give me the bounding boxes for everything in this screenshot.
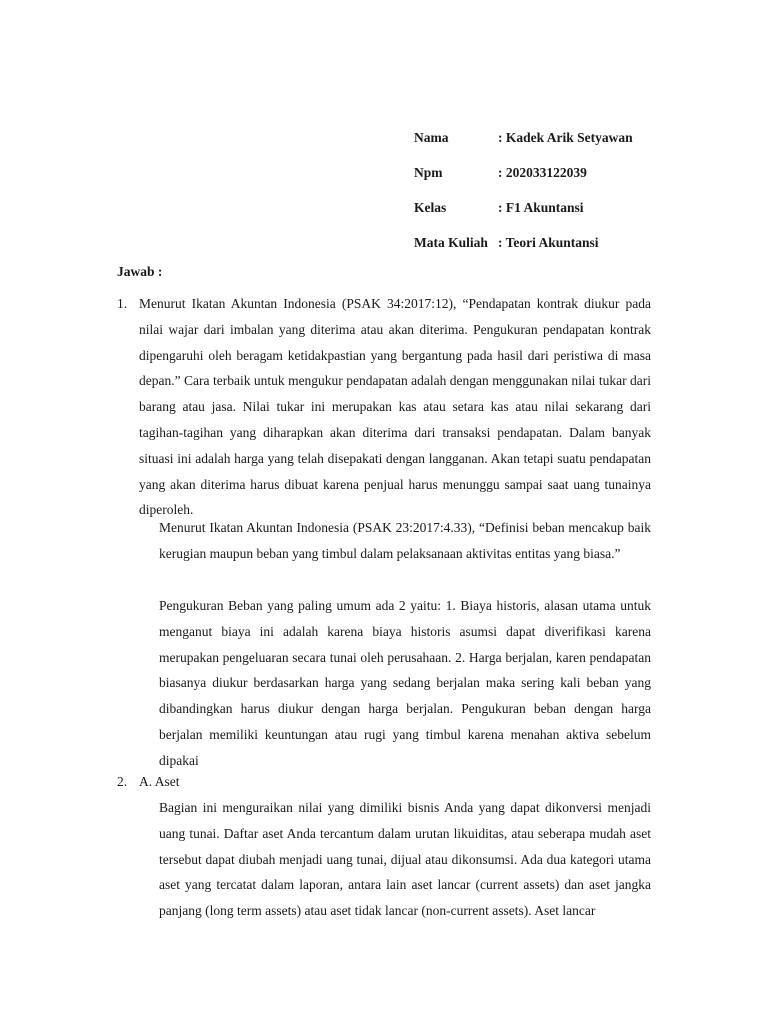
jawab-heading: Jawab :	[117, 264, 163, 279]
mata-kuliah-label: Mata Kuliah	[414, 234, 488, 250]
nama-value: : Kadek Arik Setyawan	[498, 129, 633, 145]
answer-2-number: 2.	[117, 774, 128, 789]
answer-1-paragraph-pengukuran-beban: Pengukuran Beban yang paling umum ada 2 yaitu: 1. Biaya historis, alasan utama untuk menganut biaya ini adalah karena biaya historis asumsi dapat diverifikasi karena merupakan pengeluaran secara tunai oleh perusahaan. 2. Harga berjalan, karen pendapatan biasanya diukur berdasarkan harga yang sedang berjalan maka sering kali beban yang dibandingkan harus diukur dengan harga berjalan. Pengukuran beban dengan harga berjalan memiliki keuntungan atau rugi yang timbul karena menahan aktiva sebelum dipakai	[159, 598, 651, 768]
identity-row-kelas	[414, 190, 633, 225]
answer-1-number: 1.	[117, 296, 128, 311]
answer-2-subheading: A. Aset	[139, 774, 180, 789]
student-identity-block	[414, 120, 633, 260]
identity-row-npm	[414, 155, 633, 190]
nama-label: Nama	[414, 129, 449, 145]
identity-row-mata-kuliah	[414, 225, 633, 260]
answer-1-paragraph-pendapatan: Menurut Ikatan Akuntan Indonesia (PSAK 34:2017:12), “Pendapatan kontrak diukur pada nilai wajar dari imbalan yang diterima atau akan diterima. Pengukuran pendapatan kontrak dipengaruhi oleh beragam ketidakpastian yang bergantung pada hasil dari peristiwa di masa depan.” Cara terbaik untuk mengukur pendapatan adalah dengan menggunakan nilai tukar dari barang atau jasa. Nilai tukar ini merupakan kas atau setara kas atau nilai sekarang dari tagihan-tagihan yang diharapkan akan diterima dari transaksi pendapatan. Dalam banyak situasi ini adalah harga yang telah disepakati dengan langganan. Akan tetapi suatu pendapatan yang akan diterima harus dibuat karena penjual harus menunggu sampai saat uang tunainya diperoleh.	[139, 296, 651, 518]
kelas-label: Kelas	[414, 199, 447, 215]
npm-label: Npm	[414, 164, 443, 180]
kelas-value: : F1 Akuntansi	[498, 199, 584, 215]
npm-value: : 202033122039	[498, 164, 587, 180]
answer-2-paragraph-aset: Bagian ini menguraikan nilai yang dimiliki bisnis Anda yang dapat dikonversi menjadi uang tunai. Daftar aset Anda tercantum dalam urutan likuiditas, atau seberapa mudah aset tersebut dapat diubah menjadi uang tunai, dijual atau dikonsumsi. Ada dua kategori utama aset yang tercatat dalam laporan, antara lain aset lancar (current assets) dan aset jangka panjang (long term assets) atau aset tidak lancar (non-current assets). Aset lancar	[159, 800, 651, 919]
identity-row-nama	[414, 120, 633, 155]
mata-kuliah-value: : Teori Akuntansi	[498, 234, 599, 250]
answer-1-paragraph-beban-definisi: Menurut Ikatan Akuntan Indonesia (PSAK 23:2017:4.33), “Definisi beban mencakup baik kerugian maupun beban yang timbul dalam pelaksanaan aktivitas entitas yang biasa.”	[159, 520, 651, 561]
